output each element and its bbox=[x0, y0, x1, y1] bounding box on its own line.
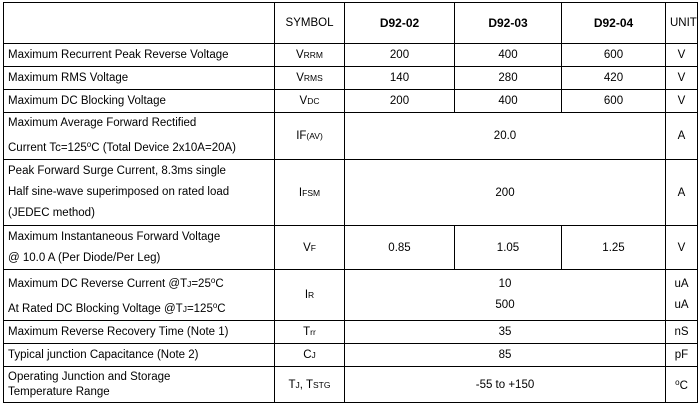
symbol-sub: J bbox=[295, 379, 300, 390]
symbol-main: T bbox=[303, 326, 311, 338]
param-line: Operating Junction and Storage bbox=[8, 370, 171, 383]
value-cell: 1.05 bbox=[455, 226, 562, 270]
symbol-vrms bbox=[275, 67, 345, 90]
table-row bbox=[4, 67, 698, 90]
header-part-d92-02: D92-02 bbox=[345, 3, 455, 44]
value-cell: 140 bbox=[345, 67, 455, 90]
header-part-d92-03: D92-03 bbox=[455, 3, 562, 44]
unit-cell: V bbox=[666, 90, 698, 113]
symbol-vrrm bbox=[275, 44, 345, 67]
value-cell: 0.85 bbox=[345, 226, 455, 270]
param-line: Temperature Range bbox=[8, 385, 110, 398]
table-row bbox=[4, 321, 698, 344]
param-temperature-range bbox=[4, 367, 275, 403]
value-cell: -55 to +150 bbox=[345, 367, 666, 403]
symbol-sub: F bbox=[310, 242, 316, 253]
symbol-cj bbox=[275, 344, 345, 367]
header-part-d92-04: D92-04 bbox=[562, 3, 666, 44]
symbol-main: C bbox=[303, 349, 312, 361]
degree-mark: o bbox=[210, 276, 216, 285]
value-cell: 200 bbox=[345, 90, 455, 113]
unit-cell: pF bbox=[666, 344, 698, 367]
param-forward-voltage bbox=[4, 226, 275, 270]
degree-mark: o bbox=[86, 140, 92, 149]
symbol-vf bbox=[275, 226, 345, 270]
symbol-main: V bbox=[295, 49, 304, 61]
symbol-main: V bbox=[296, 72, 304, 84]
value-cell: 400 bbox=[455, 44, 562, 67]
symbol-sub: FSM bbox=[302, 187, 321, 198]
symbol-sub: RRM bbox=[303, 50, 324, 60]
value-cell: 35 bbox=[345, 321, 666, 344]
table-row bbox=[4, 226, 698, 270]
header-symbol: SYMBOL bbox=[275, 3, 345, 44]
value-cell: 20.0 bbox=[345, 113, 666, 160]
symbol-ir bbox=[275, 270, 345, 321]
symbol-sub: R bbox=[308, 290, 315, 300]
value-cell: 600 bbox=[562, 44, 666, 67]
symbol-if-av bbox=[275, 113, 345, 160]
param-line bbox=[8, 295, 270, 320]
symbol-main: V bbox=[299, 95, 308, 107]
param-line bbox=[8, 270, 270, 295]
unit-cell: A bbox=[666, 160, 698, 226]
value-cell: 600 bbox=[562, 90, 666, 113]
ratings-table bbox=[3, 2, 698, 403]
table-row bbox=[4, 344, 698, 367]
text-sub: J bbox=[187, 279, 192, 289]
unit-cell: nS bbox=[666, 321, 698, 344]
unit-cell: V bbox=[666, 67, 698, 90]
value-cell: 280 bbox=[455, 67, 562, 90]
param-line bbox=[8, 134, 270, 159]
symbol-main: I bbox=[304, 289, 309, 301]
text-part: C (Total Device 2x10A=20A) bbox=[91, 142, 236, 154]
symbol-main: V bbox=[303, 241, 311, 254]
symbol-main: I bbox=[298, 186, 303, 199]
table-row bbox=[4, 160, 698, 226]
unit-cell: A bbox=[666, 113, 698, 160]
text-part: C bbox=[217, 303, 226, 315]
param-line: @ 10.0 A (Per Diode/Per Leg) bbox=[8, 251, 161, 264]
param-recovery-time: Maximum Reverse Recovery Time (Note 1) bbox=[4, 321, 275, 344]
symbol-vdc bbox=[275, 90, 345, 113]
text-part: Maximum DC Reverse Current @T bbox=[8, 278, 188, 290]
table-row bbox=[4, 113, 698, 160]
text-sub: J bbox=[182, 304, 187, 314]
unit-text: C bbox=[679, 379, 688, 392]
symbol-sub: STG bbox=[313, 379, 331, 390]
value-cell: 85 bbox=[345, 344, 666, 367]
header-row bbox=[4, 3, 698, 44]
value-line: 500 bbox=[495, 299, 515, 311]
unit-cell bbox=[666, 270, 698, 321]
param-reverse-current bbox=[4, 270, 275, 321]
param-dc-blocking-voltage: Maximum DC Blocking Voltage bbox=[4, 90, 275, 113]
symbol-sub: DC bbox=[307, 96, 320, 106]
degree-mark: o bbox=[212, 301, 218, 310]
unit-line: uA bbox=[674, 299, 689, 311]
symbol-sub: RMS bbox=[303, 73, 323, 83]
text-part: =25 bbox=[191, 278, 211, 290]
value-cell: 400 bbox=[455, 90, 562, 113]
unit-cell bbox=[666, 367, 698, 403]
table-row bbox=[4, 90, 698, 113]
param-line: Half sine-wave superimposed on rated load bbox=[8, 186, 230, 198]
symbol-main: , T bbox=[299, 378, 313, 391]
param-line: (JEDEC method) bbox=[8, 207, 95, 219]
symbol-main: IF bbox=[296, 130, 307, 142]
symbol-tj-tstg bbox=[275, 367, 345, 403]
header-parameter bbox=[4, 3, 275, 44]
text-part: =125 bbox=[186, 303, 213, 315]
text-part: At Rated DC Blocking Voltage @T bbox=[8, 303, 183, 315]
param-peak-reverse-voltage: Maximum Recurrent Peak Reverse Voltage bbox=[4, 44, 275, 67]
symbol-trr bbox=[275, 321, 345, 344]
text-part: Current Tc=125 bbox=[8, 142, 87, 154]
value-cell: 200 bbox=[345, 44, 455, 67]
header-unit: UNIT bbox=[666, 3, 698, 44]
symbol-ifsm bbox=[275, 160, 345, 226]
table-row bbox=[4, 44, 698, 67]
unit-cell: V bbox=[666, 44, 698, 67]
table-row bbox=[4, 367, 698, 403]
unit-cell: V bbox=[666, 226, 698, 270]
symbol-main: T bbox=[288, 378, 296, 391]
unit-line: uA bbox=[674, 278, 689, 290]
param-surge-current bbox=[4, 160, 275, 226]
value-cell: 420 bbox=[562, 67, 666, 90]
table-row bbox=[4, 270, 698, 321]
param-line: Maximum Instantaneous Forward Voltage bbox=[8, 230, 221, 243]
symbol-sub: J bbox=[311, 350, 316, 360]
param-avg-forward-current bbox=[4, 113, 275, 160]
symbol-sub: rr bbox=[310, 327, 316, 337]
symbol-sub: (AV) bbox=[306, 131, 323, 141]
text-part: C bbox=[215, 278, 224, 290]
param-line: Maximum Average Forward Rectified bbox=[8, 117, 197, 129]
value-cell: 1.25 bbox=[562, 226, 666, 270]
param-rms-voltage: Maximum RMS Voltage bbox=[4, 67, 275, 90]
param-line: Peak Forward Surge Current, 8.3ms single bbox=[8, 165, 226, 177]
value-cell: 200 bbox=[345, 160, 666, 226]
value-cell bbox=[345, 270, 666, 321]
value-line: 10 bbox=[498, 278, 512, 290]
param-junction-capacitance: Typical junction Capacitance (Note 2) bbox=[4, 344, 275, 367]
degree-mark: o bbox=[675, 377, 680, 387]
